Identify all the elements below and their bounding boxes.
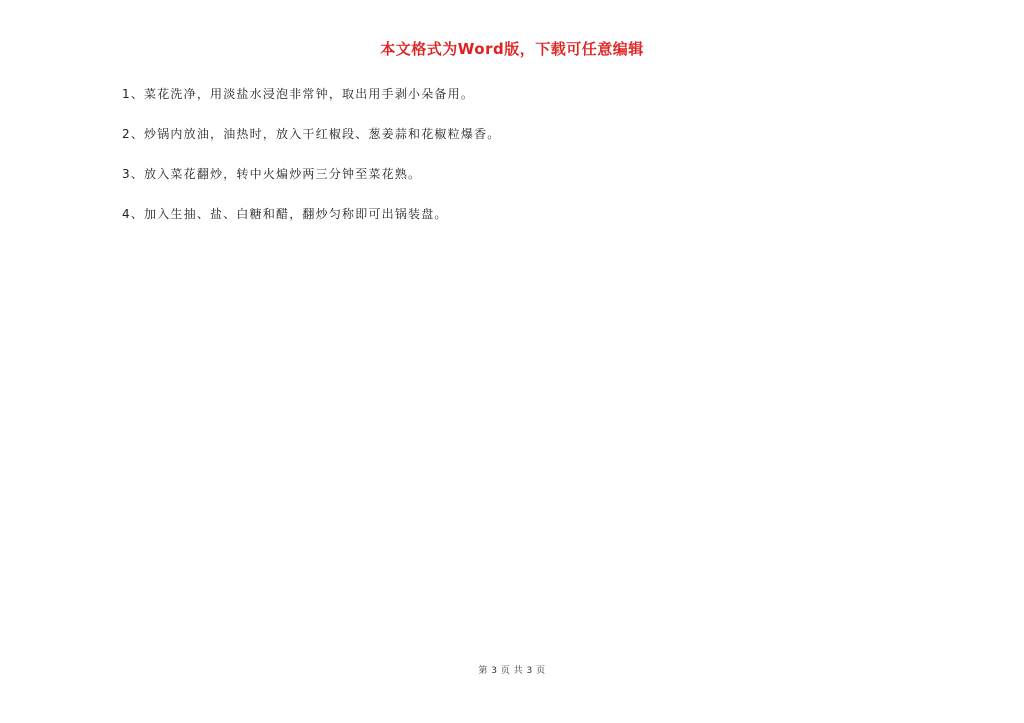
recipe-steps (122, 86, 902, 246)
step-3: 3、放入菜花翻炒，转中火煸炒两三分钟至菜花熟。 (122, 167, 422, 181)
step-2: 2、炒锅内放油，油热时，放入干红椒段、葱姜蒜和花椒粒爆香。 (122, 127, 501, 141)
step-4: 4、加入生抽、盐、白糖和醋，翻炒匀称即可出锅装盘。 (122, 207, 448, 221)
page-header-notice: 本文格式为Word版，下载可任意编辑 (380, 40, 644, 58)
page-number-footer: 第 3 页 共 3 页 (478, 666, 546, 676)
step-1: 1、菜花洗净，用淡盐水浸泡非常钟，取出用手剥小朵备用。 (122, 87, 475, 101)
